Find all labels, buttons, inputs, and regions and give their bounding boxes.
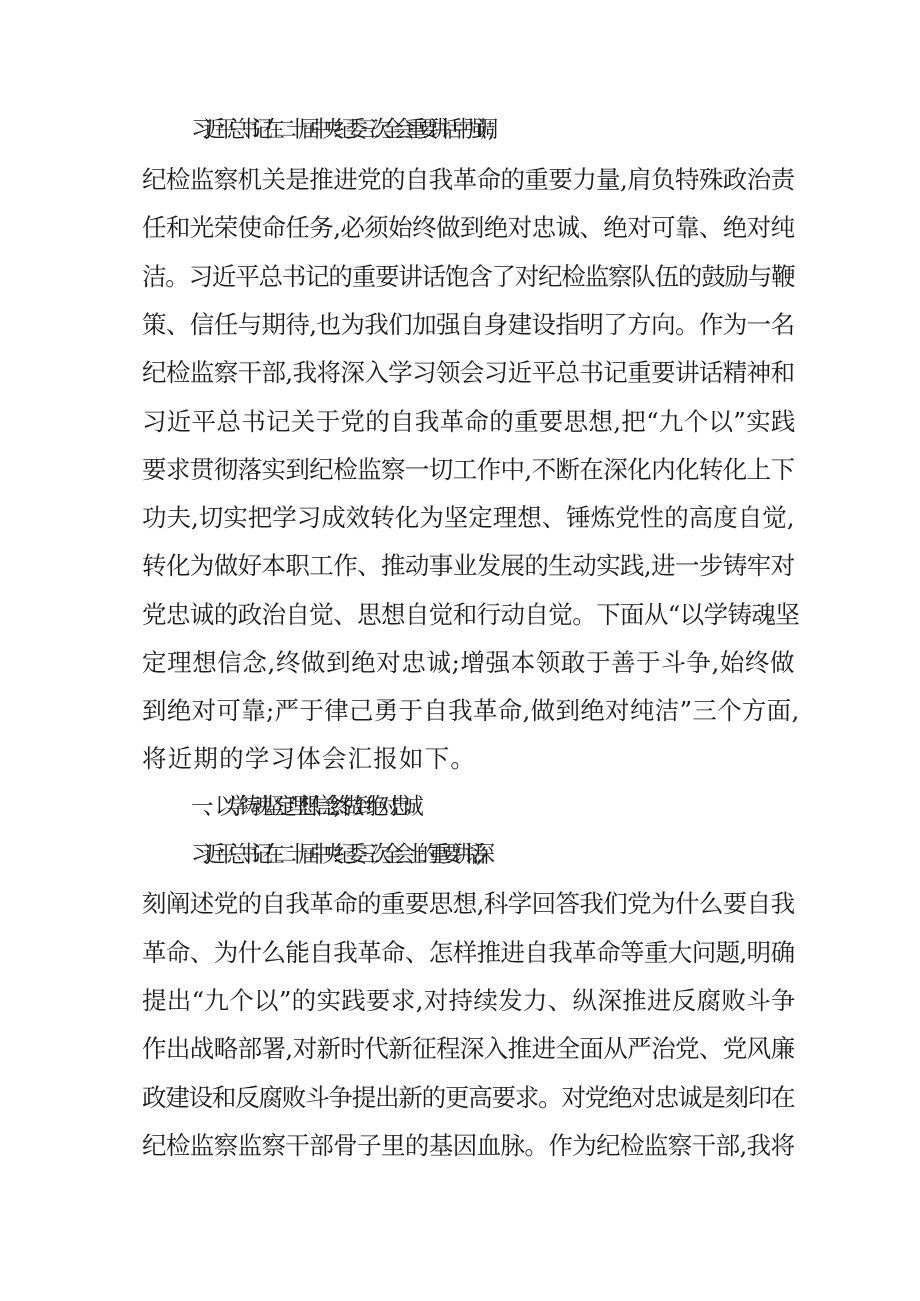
paragraph-1-line-10: 转化为做好本职工作、推动事业发展的生动实践,进一步铸牢对 — [142, 551, 795, 580]
paragraph-2-line-7: 纪检监察监察干部骨子里的基因血脉。作为纪检监察干部,我将 — [142, 1131, 795, 1160]
paragraph-1-line-9: 功夫,切实把学习成效转化为坚定理想、锤炼党性的高度自觉, — [142, 503, 795, 532]
paragraph-1-line-7: 习近平总书记关于党的自我革命的重要思想,把“九个以”实践 — [142, 407, 796, 436]
paragraph-1-line-11: 党忠诚的政治自觉、思想自觉和行动自觉。下面从“以学铸魂坚 — [142, 600, 800, 629]
paragraph-2-line-1: 习近平总书记在二十届中央纪委三次全会上的重要讲话,深 — [191, 842, 485, 868]
paragraph-1-line-2: 纪检监察机关是推进党的自我革命的重要力量,肩负特殊政治责 — [142, 165, 795, 194]
paragraph-1-line-14: 将近期的学习体会汇报如下。 — [142, 744, 477, 773]
paragraph-2-line-2: 刻阐述党的自我革命的重要思想,科学回答我们党为什么要自我 — [142, 889, 795, 918]
paragraph-1-line-3: 任和光荣使命任务,必须始终做到绝对忠诚、绝对可靠、绝对纯 — [142, 213, 795, 242]
paragraph-2-line-6: 政建设和反腐败斗争提出新的更高要求。对党绝对忠诚是刻印在 — [142, 1083, 795, 1112]
paragraph-1-line-6: 纪检监察干部,我将深入学习领会习近平总书记重要讲话精神和 — [142, 358, 795, 387]
paragraph-1-line-4: 洁。习近平总书记的重要讲话饱含了对纪检监察队伍的鼓励与鞭 — [142, 262, 795, 291]
paragraph-1-line-12: 定理想信念,终做到绝对忠诚;增强本领敢于善于斗争,始终做 — [142, 648, 796, 677]
paragraph-1-line-13: 到绝对可靠;严于律己勇于自我革命,做到绝对纯洁”三个方面, — [142, 696, 800, 725]
paragraph-2-line-3: 革命、为什么能自我革命、怎样推进自我革命等重大问题,明确 — [142, 938, 795, 967]
paragraph-1-line-1: 习近平总书记在二十届中央纪委三次全会重要讲话中强调, — [191, 117, 485, 143]
paragraph-1-line-8: 要求贯彻落实到纪检监察一切工作中,不断在深化内化转化上下 — [142, 455, 795, 484]
section-heading-1: 一、以学铸魂坚定理想信念,终做到绝对忠诚 — [191, 794, 413, 820]
paragraph-2-line-5: 作出战略部署,对新时代新征程深入推进全面从严治党、党风廉 — [142, 1034, 795, 1063]
paragraph-2-line-4: 提出“九个以”的实践要求,对持续发力、纵深推进反腐败斗争 — [142, 986, 796, 1015]
paragraph-1-line-5: 策、信任与期待,也为我们加强自身建设指明了方向。作为一名 — [142, 310, 795, 339]
